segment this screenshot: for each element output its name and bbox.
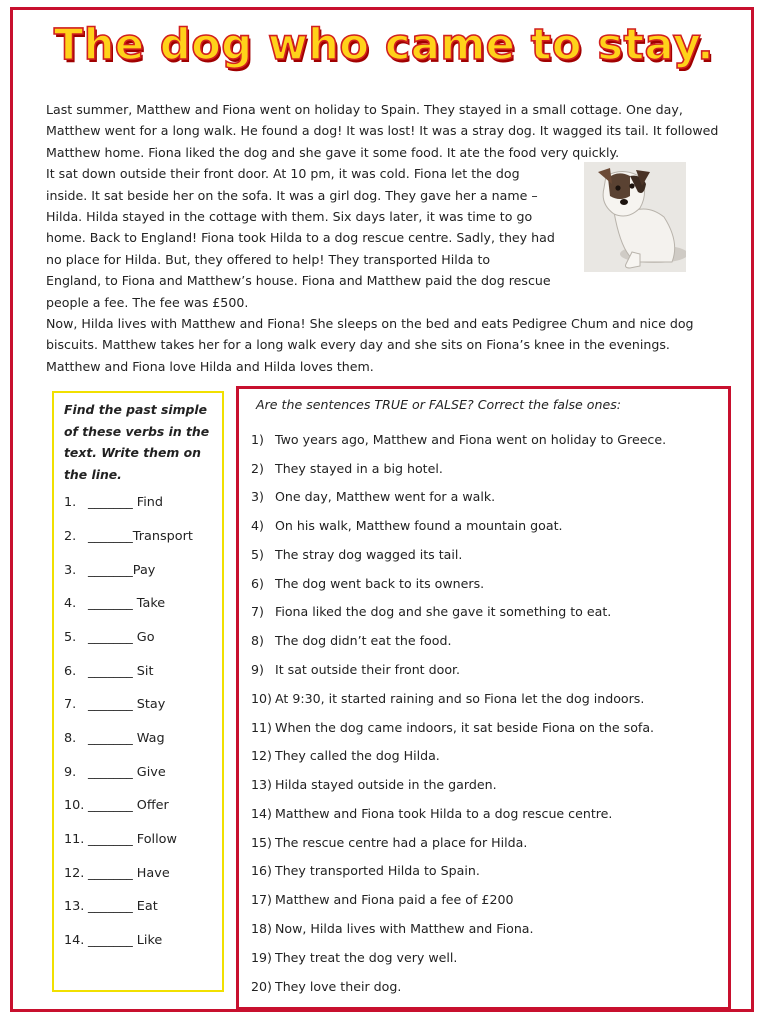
item-number: 10)	[251, 691, 272, 706]
list-item	[64, 933, 162, 953]
list-item	[251, 691, 644, 706]
verb-word: Stay	[136, 697, 166, 712]
verb-word: Give	[136, 765, 166, 780]
item-number: 12.	[64, 866, 85, 881]
item-number: 7.	[64, 697, 77, 712]
item-number: 14)	[251, 806, 272, 821]
true-false-instruction: Are the sentences TRUE or FALSE? Correct the false ones:	[256, 397, 622, 412]
answer-blank[interactable]: _______	[88, 933, 133, 948]
item-number: 9)	[251, 662, 264, 677]
list-item	[251, 432, 666, 447]
list-item	[251, 461, 443, 476]
item-number: 7)	[251, 604, 264, 619]
list-item	[251, 489, 495, 504]
item-number: 18)	[251, 921, 272, 936]
sentence-text: Hilda stayed outside in the garden.	[275, 777, 497, 792]
list-item	[251, 547, 462, 562]
item-number: 6)	[251, 576, 264, 591]
list-item	[251, 921, 534, 936]
story-line: home. Back to England! Fiona took Hilda to a dog rescue centre. Sadly, they had	[46, 230, 555, 246]
item-number: 13)	[251, 777, 272, 792]
item-number: 4)	[251, 518, 264, 533]
sentence-text: Matthew and Fiona paid a fee of £200	[275, 892, 514, 907]
sentence-text: They treat the dog very well.	[275, 950, 458, 965]
list-item	[64, 596, 165, 616]
true-false-exercise	[236, 386, 731, 1010]
worksheet-title: The dog who came to stay.	[53, 20, 715, 70]
sentence-text: They love their dog.	[275, 979, 402, 994]
list-item	[64, 731, 165, 751]
sentence-text: The dog went back to its owners.	[275, 576, 485, 591]
sentence-text: They transported Hilda to Spain.	[275, 863, 480, 878]
verb-instruction: Find the past simple of these verbs in the text. Write them on the line.	[64, 402, 210, 482]
list-item	[64, 495, 163, 515]
item-number: 5.	[64, 630, 77, 645]
answer-blank[interactable]: _______	[88, 563, 133, 578]
story-paragraph-3: Now, Hilda lives with Matthew and Fiona! She sleeps on the bed and eats Pedigree Chum and nice dog biscuits. Matthew takes her for a long walk every day and she sits on Fiona’s knee in the evenings. Matthew and Fiona love Hilda and Hilda loves them.	[46, 316, 694, 374]
item-number: 15)	[251, 835, 272, 850]
list-item	[251, 979, 401, 994]
answer-blank[interactable]: _______	[88, 866, 133, 881]
past-simple-exercise	[52, 391, 224, 992]
item-number: 5)	[251, 547, 264, 562]
verb-word: Go	[136, 630, 155, 645]
item-number: 3)	[251, 489, 264, 504]
list-item	[251, 662, 460, 677]
sentence-text: They called the dog Hilda.	[275, 748, 440, 763]
answer-blank[interactable]: _______	[88, 697, 133, 712]
list-item	[64, 765, 166, 785]
sentence-text: Matthew and Fiona took Hilda to a dog rescue centre.	[275, 806, 613, 821]
list-item	[251, 950, 457, 965]
item-number: 20)	[251, 979, 272, 994]
answer-blank[interactable]: _______	[88, 899, 133, 914]
sentence-text: When the dog came indoors, it sat beside Fiona on the sofa.	[275, 720, 655, 735]
sentence-text: The stray dog wagged its tail.	[275, 547, 463, 562]
list-item	[64, 697, 165, 717]
list-item	[251, 835, 527, 850]
story-line: Hilda. Hilda stayed in the cottage with them. Six days later, it was time to go	[46, 209, 533, 225]
item-number: 3.	[64, 563, 77, 578]
dog-illustration	[584, 162, 686, 272]
verb-word: Take	[136, 596, 166, 611]
verb-word: Wag	[136, 731, 165, 746]
list-item	[251, 777, 497, 792]
list-item	[64, 832, 177, 852]
verb-word: Like	[136, 933, 163, 948]
list-item	[251, 604, 611, 619]
item-number: 2.	[64, 529, 77, 544]
item-number: 11.	[64, 832, 85, 847]
sentence-text: At 9:30, it started raining and so Fiona let the dog indoors.	[275, 691, 645, 706]
sentence-text: Fiona liked the dog and she gave it something to eat.	[275, 604, 612, 619]
item-number: 16)	[251, 863, 272, 878]
item-number: 17)	[251, 892, 272, 907]
item-number: 1.	[64, 495, 77, 510]
answer-blank[interactable]: _______	[88, 529, 133, 544]
answer-blank[interactable]: _______	[88, 731, 133, 746]
item-number: 14.	[64, 933, 85, 948]
verb-word: Offer	[136, 798, 169, 813]
story-line: inside. It sat beside her on the sofa. It was a girl dog. They gave her a name –	[46, 187, 538, 203]
item-number: 8.	[64, 731, 77, 746]
item-number: 9.	[64, 765, 77, 780]
story-line: people a fee. The fee was £500.	[46, 294, 249, 310]
answer-blank[interactable]: _______	[88, 765, 133, 780]
item-number: 12)	[251, 748, 272, 763]
list-item	[251, 518, 563, 533]
answer-blank[interactable]: _______	[88, 495, 133, 510]
verb-word: Pay	[132, 563, 156, 578]
list-item	[251, 748, 440, 763]
list-item	[64, 798, 169, 818]
list-item	[64, 563, 155, 583]
story-paragraph-1: Last summer, Matthew and Fiona went on holiday to Spain. They stayed in a small cottage. One day, Matthew went for a long walk. He found a dog! It was lost! It was a stray dog. It wagged its tail. It followed Matthew home. Fiona liked the dog and she gave it some food. It ate the food very quickly.	[46, 102, 719, 160]
item-number: 11)	[251, 720, 272, 735]
sentence-text: Now, Hilda lives with Matthew and Fiona.	[275, 921, 534, 936]
verb-word: Have	[136, 866, 170, 881]
sentence-text: They stayed in a big hotel.	[275, 461, 443, 476]
item-number: 19)	[251, 950, 272, 965]
item-number: 4.	[64, 596, 77, 611]
list-item	[64, 664, 154, 684]
answer-blank[interactable]: _______	[88, 832, 133, 847]
story-line: England, to Fiona and Matthew’s house. Fiona and Matthew paid the dog rescue	[46, 273, 551, 289]
sentence-text: One day, Matthew went for a walk.	[275, 489, 496, 504]
verb-word: Transport	[132, 529, 193, 544]
list-item	[251, 863, 480, 878]
list-item	[64, 529, 193, 549]
dog-photo	[584, 162, 686, 272]
list-item	[251, 806, 612, 821]
sentence-text: The dog didn’t eat the food.	[275, 633, 452, 648]
item-number: 10.	[64, 798, 85, 813]
list-item	[251, 633, 451, 648]
item-number: 6.	[64, 664, 77, 679]
sentence-text: It sat outside their front door.	[275, 662, 461, 677]
sentence-text: The rescue centre had a place for Hilda.	[275, 835, 528, 850]
answer-blank[interactable]: _______	[88, 798, 133, 813]
sentence-text: On his walk, Matthew found a mountain goat.	[275, 518, 563, 533]
answer-blank[interactable]: _______	[88, 630, 133, 645]
sentence-text: Two years ago, Matthew and Fiona went on holiday to Greece.	[275, 432, 667, 447]
verb-word: Find	[136, 495, 164, 510]
item-number: 8)	[251, 633, 264, 648]
answer-blank[interactable]: _______	[88, 664, 133, 679]
list-item	[251, 892, 513, 907]
verb-word: Sit	[136, 664, 154, 679]
list-item	[64, 899, 158, 919]
verb-word: Follow	[136, 832, 177, 847]
list-item	[64, 866, 170, 886]
story-line: no place for Hilda. But, they offered to help! They transported Hilda to	[46, 251, 491, 267]
item-number: 1)	[251, 432, 264, 447]
answer-blank[interactable]: _______	[88, 596, 133, 611]
verb-word: Eat	[136, 899, 158, 914]
list-item	[251, 576, 484, 591]
item-number: 13.	[64, 899, 85, 914]
item-number: 2)	[251, 461, 264, 476]
list-item	[64, 630, 155, 650]
list-item	[251, 720, 654, 735]
story-line: It sat down outside their front door. At 10 pm, it was cold. Fiona let the dog	[46, 166, 520, 182]
